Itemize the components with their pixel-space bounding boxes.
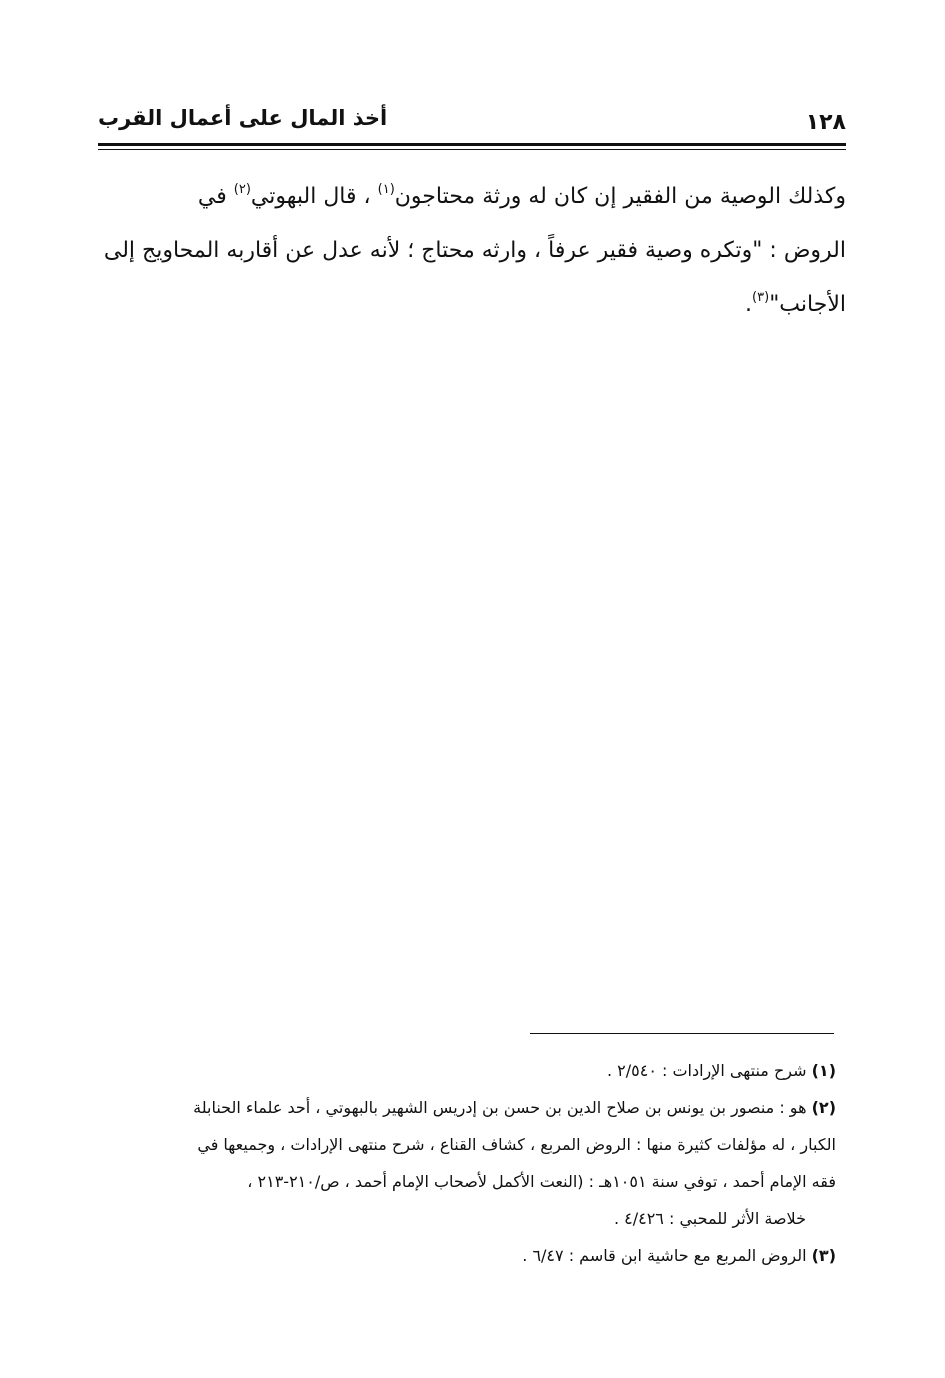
text-segment: وكذلك الوصية من الفقير إن كان له ورثة محتاجون [394, 184, 846, 209]
footnote-2 [98, 1089, 836, 1237]
footnotes [98, 1052, 836, 1274]
footnote-marker: (٣) [811, 1246, 836, 1265]
running-title: أخذ المال على أعمال القرب [98, 106, 388, 130]
footnote-ref-3: (٣) [752, 290, 770, 305]
footnote-3 [98, 1237, 836, 1274]
text-segment: الأجانب" [769, 292, 846, 317]
footnote-text: شرح منتهى الإرادات : ٢/٥٤٠ . [606, 1061, 807, 1080]
text-segment: ، قال البهوتي [250, 184, 371, 209]
page-header [98, 104, 846, 138]
footnote-line [98, 1089, 836, 1126]
header-rule-thin [98, 149, 846, 150]
footnote-ref-1: (١) [377, 182, 395, 197]
footnote-line: فقه الإمام أحمد ، توفي سنة ١٠٥١هـ : (النعت الأكمل لأصحاب الإمام أحمد ، ص/٢١٠-٢١٣ ، [247, 1172, 836, 1191]
text-line-3 [98, 278, 846, 332]
footnote-marker: (١) [811, 1061, 836, 1080]
text-line-1 [98, 170, 846, 224]
footnote-1 [98, 1052, 836, 1089]
text-segment: في [197, 184, 234, 209]
page-number: ١٢٨ [805, 110, 846, 135]
text-segment: . [745, 292, 753, 317]
footnote-marker: (٢) [811, 1098, 836, 1117]
footnote-line: الكبار ، له مؤلفات كثيرة منها : الروض المربع ، كشاف القناع ، شرح منتهى الإرادات ، وجميعها في [197, 1135, 836, 1154]
text-line-2: الروض : "وتكره وصية فقير عرفاً ، وارثه محتاج ؛ لأنه عدل عن أقاربه المحاويج إلى [103, 238, 846, 263]
footnote-ref-2: (٢) [233, 182, 251, 197]
footnote-text: الروض المربع مع حاشية ابن قاسم : ٦/٤٧ . [522, 1246, 807, 1265]
header-rule-thick [98, 143, 846, 146]
footnote-separator [530, 1033, 834, 1034]
footnote-line [98, 1052, 836, 1089]
main-text [98, 170, 846, 332]
footnote-line: خلاصة الأثر للمحبي : ٤/٤٢٦ . [613, 1209, 806, 1228]
footnote-line [98, 1237, 836, 1274]
footnote-text: هو : منصور بن يونس بن صلاح الدين بن حسن بن إدريس الشهير بالبهوتي ، أحد علماء الحنابلة [193, 1098, 807, 1117]
